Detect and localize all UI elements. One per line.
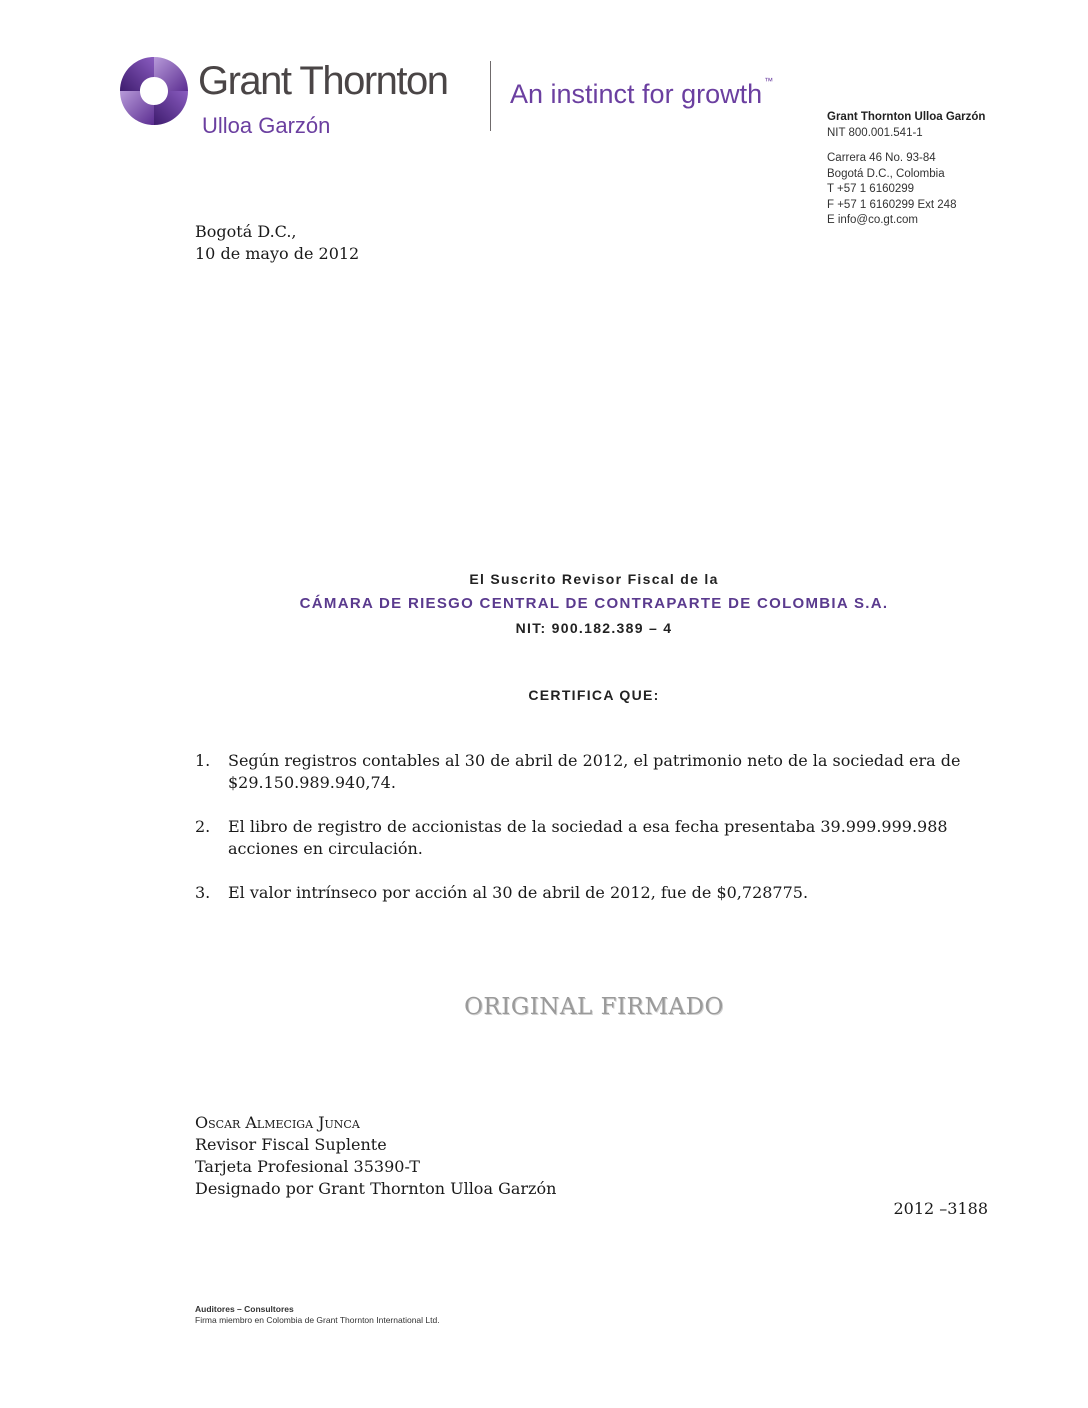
heading-certifica: CERTIFICA QUE: (528, 687, 660, 703)
list-item (195, 750, 995, 794)
list-item (195, 816, 995, 860)
list-item (195, 882, 995, 904)
heading-nit: NIT: 900.182.389 – 4 (515, 620, 673, 636)
signer-name: Oscar Almeciga Junca (195, 1113, 360, 1132)
footer-services: Auditores – Consultores (195, 1304, 294, 1314)
date-day: 10 de mayo de 2012 (195, 244, 360, 263)
firm-name: Grant Thornton Ulloa Garzón (827, 111, 986, 123)
heading-company: CÁMARA DE RIESGO CENTRAL DE CONTRAPARTE DE COLOMBIA S.A. (299, 595, 889, 612)
item-text: El libro de registro de accionistas de la sociedad a esa fecha presentaba 39.999.999.988 acciones en circulación. (228, 817, 948, 858)
logo-subname: Ulloa Garzón (202, 113, 331, 138)
firm-address-block (827, 110, 985, 229)
grant-thornton-mark-icon (118, 55, 190, 127)
page-footer (195, 1304, 440, 1326)
heading-suscrito: El Suscrito Revisor Fiscal de la (469, 571, 719, 587)
logo-tagline (510, 76, 774, 109)
letter-date (195, 221, 359, 265)
signer-block (195, 1112, 556, 1200)
address-spacer (827, 141, 985, 151)
signer-role: Revisor Fiscal Suplente (195, 1135, 387, 1154)
item-text: Según registros contables al 30 de abril de 2012, el patrimonio neto de la sociedad era de $29.150.989.940,74. (228, 751, 961, 792)
trademark-mark: ™ (764, 76, 774, 86)
original-firmado-stamp: ORIGINAL FIRMADO (464, 994, 724, 1020)
logo-name: Grant Thornton (198, 59, 448, 103)
document-reference: 2012 –3188 (893, 1199, 988, 1218)
firm-fax: F +57 1 6160299 Ext 248 (827, 198, 957, 211)
firm-nit: NIT 800.001.541-1 (827, 126, 923, 139)
item-text: El valor intrínseco por acción al 30 de abril de 2012, fue de $0,728775. (228, 883, 809, 902)
firm-phone: T +57 1 6160299 (827, 183, 915, 195)
firm-street: Carrera 46 No. 93-84 (827, 152, 936, 164)
date-city: Bogotá D.C., (195, 222, 297, 241)
firm-city: Bogotá D.C., Colombia (827, 167, 945, 180)
grant-thornton-logo (118, 55, 798, 155)
certified-items-list (195, 750, 995, 926)
item-number: 3. (195, 883, 211, 902)
logo-divider (490, 61, 491, 131)
signer-card: Tarjeta Profesional 35390-T (195, 1157, 420, 1176)
item-number: 2. (195, 817, 211, 836)
firm-email: E info@co.gt.com (827, 214, 918, 226)
signer-designation: Designado por Grant Thornton Ulloa Garzón (195, 1179, 557, 1198)
item-number: 1. (195, 751, 211, 770)
logo-tagline-text: An instinct for growth (510, 79, 763, 109)
footer-membership: Firma miembro en Colombia de Grant Thornton International Ltd. (195, 1315, 440, 1325)
